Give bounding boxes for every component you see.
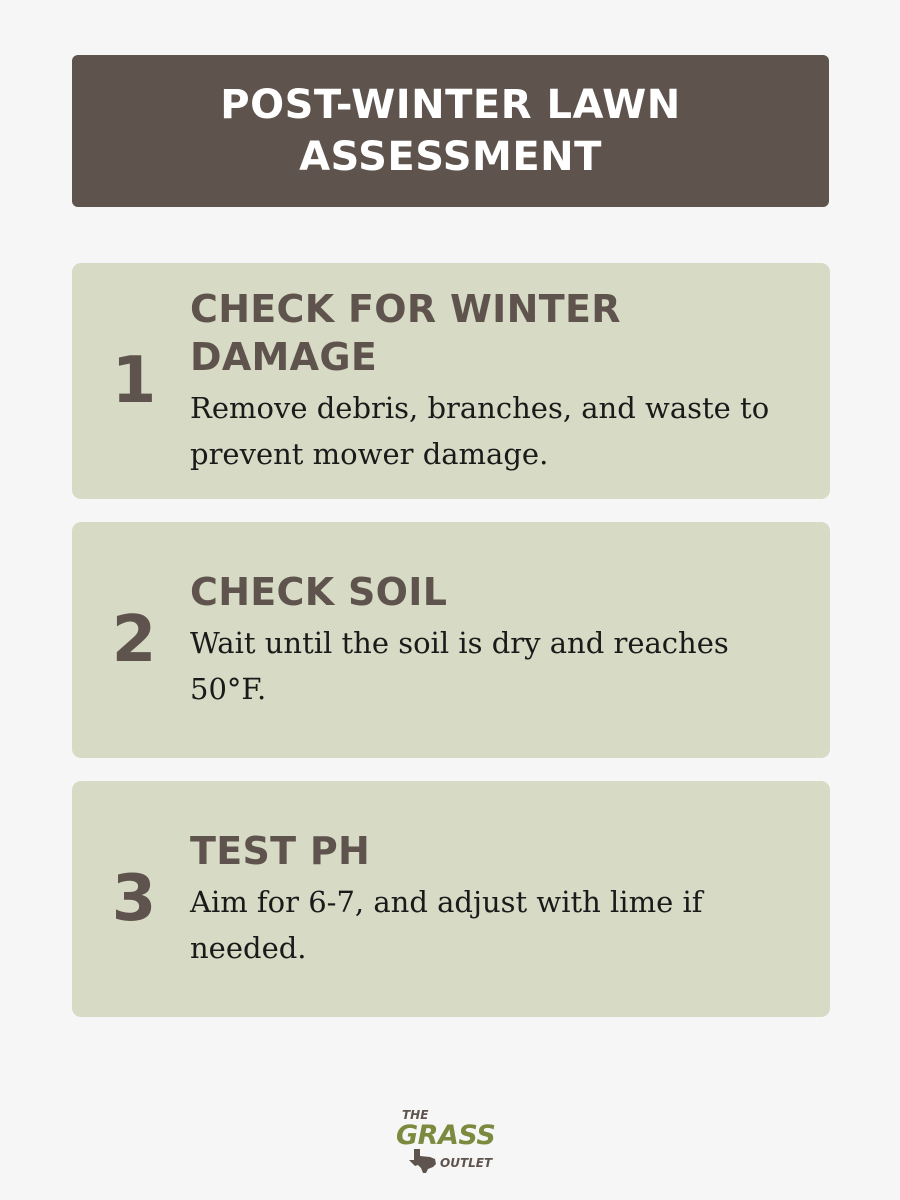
step-number: 1 — [111, 344, 157, 418]
texas-icon — [408, 1148, 438, 1174]
step-description: Wait until the soil is dry and reaches 50°F. — [190, 626, 729, 706]
step-number: 2 — [111, 603, 157, 677]
step-card-2 — [72, 522, 830, 758]
page-header — [72, 55, 829, 207]
page-title: POST-WINTER LAWN ASSESSMENT — [220, 82, 681, 180]
step-number: 3 — [111, 862, 157, 936]
step-heading: CHECK SOIL — [190, 570, 448, 614]
step-content — [190, 522, 800, 758]
step-card-3 — [72, 781, 830, 1017]
logo-text-grass: GRASS — [396, 1120, 496, 1151]
step-card-1 — [72, 263, 830, 499]
step-content — [190, 263, 800, 499]
step-description: Remove debris, branches, and waste to prevent mower damage. — [190, 391, 770, 471]
grass-outlet-logo — [396, 1106, 506, 1186]
step-heading: CHECK FOR WINTER DAMAGE — [190, 287, 621, 379]
step-description: Aim for 6-7, and adjust with lime if needed. — [190, 885, 703, 965]
logo-text-outlet: OUTLET — [440, 1156, 493, 1170]
step-heading: TEST PH — [190, 829, 371, 873]
logo-text-the: THE — [402, 1108, 429, 1122]
step-content — [190, 781, 800, 1017]
